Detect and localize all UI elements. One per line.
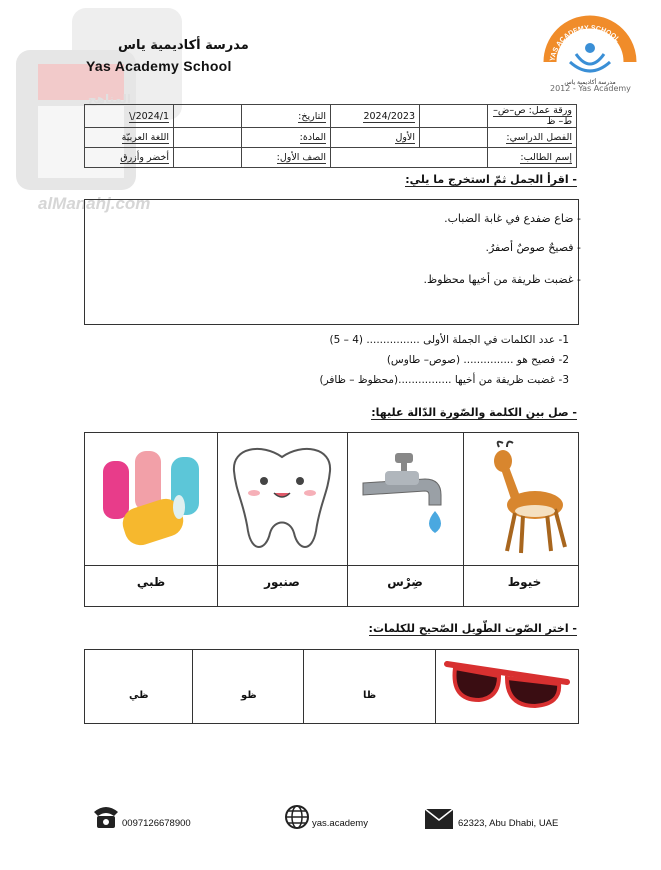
long-vowel-table (84, 649, 579, 724)
question-1: 1- عدد الكلمات في الجملة الأولى ................ (4 – 5) (329, 334, 569, 346)
faucet-image (355, 449, 460, 549)
question-3: 3- غضبت ظريفة من أخيها ................(محظوظ – ظافر) (319, 374, 569, 386)
sentence-3: - غضبت ظريفة من أخيها محظوظ. (423, 273, 581, 286)
date-label: التاريخ: (298, 110, 326, 122)
school-name-english: Yas Academy School (86, 58, 232, 74)
watermark-url: alManahj.com (38, 194, 151, 213)
school-logo (540, 14, 640, 94)
section3-title: - اختر الصّوت الطّويل الصّحيح للكلمات: (368, 622, 577, 635)
sentence-1: - ضاع ضفدع في غابة الضباب. (444, 212, 581, 225)
student-name-field[interactable] (331, 148, 488, 168)
semester-value: الأول (395, 132, 415, 143)
matching-table (84, 432, 579, 607)
section1-title: - اقرأ الجمل ثمّ استخرج ما يلي: (405, 173, 577, 186)
option-oo[interactable]: ظو (241, 690, 257, 701)
semester-label: الفصل الدراسي: (506, 132, 572, 143)
student-name-label: إسم الطالب: (520, 152, 572, 163)
logo-arabic-text: مدرسة أكاديمية ياس (564, 79, 616, 86)
logo-arc-text: YAS ACADEMY SCHOOL (549, 24, 621, 62)
option-ee[interactable]: ظي (129, 690, 149, 701)
tooth-image (222, 441, 342, 559)
date-value: 2024/1/\ (129, 110, 169, 122)
grade-label: الصف الأول: (276, 152, 326, 163)
word-faucet: صنبور (264, 575, 300, 589)
class-value: أخضر وأزرق (120, 152, 169, 163)
student-info-table (84, 104, 577, 168)
word-threads: خيوط (507, 575, 542, 589)
footer-phone: 0097126678900 (122, 818, 191, 829)
subject-value: اللغة العربيّة (121, 132, 169, 143)
globe-icon (284, 804, 310, 830)
word-molar: ضِرْس (387, 575, 423, 589)
sunglasses-image (441, 656, 573, 716)
question-2: 2- فصيح هو ............... (صوص– طاوس) (386, 354, 569, 366)
footer-address: 62323, Abu Dhabi, UAE (458, 818, 559, 829)
watermark-logo-text: المناهج (88, 92, 132, 106)
subject-label: المادة: (299, 132, 326, 143)
sentence-2: - فصيحٌ صوصٌ أصفرُ. (485, 241, 581, 254)
mail-icon (424, 808, 454, 830)
footer-website[interactable]: yas.academy (312, 818, 368, 829)
word-gazelle: ظبي (136, 575, 166, 589)
school-name-arabic: مدرسة أكاديمية ياس (118, 38, 249, 53)
gazelle-image (477, 439, 573, 561)
logo-caption: 2012 - Yas Academy (550, 84, 631, 93)
worksheet-title: ورقة عمل: ص–ض– ط– ظ (493, 105, 572, 127)
academic-year: 2024/2023 (363, 110, 415, 122)
section2-title: - صل بين الكلمة والصّورة الدّالة عليها: (371, 406, 577, 419)
phone-icon (92, 804, 120, 830)
thread-spools-image (93, 443, 208, 555)
option-aa[interactable]: ظا (363, 690, 377, 701)
